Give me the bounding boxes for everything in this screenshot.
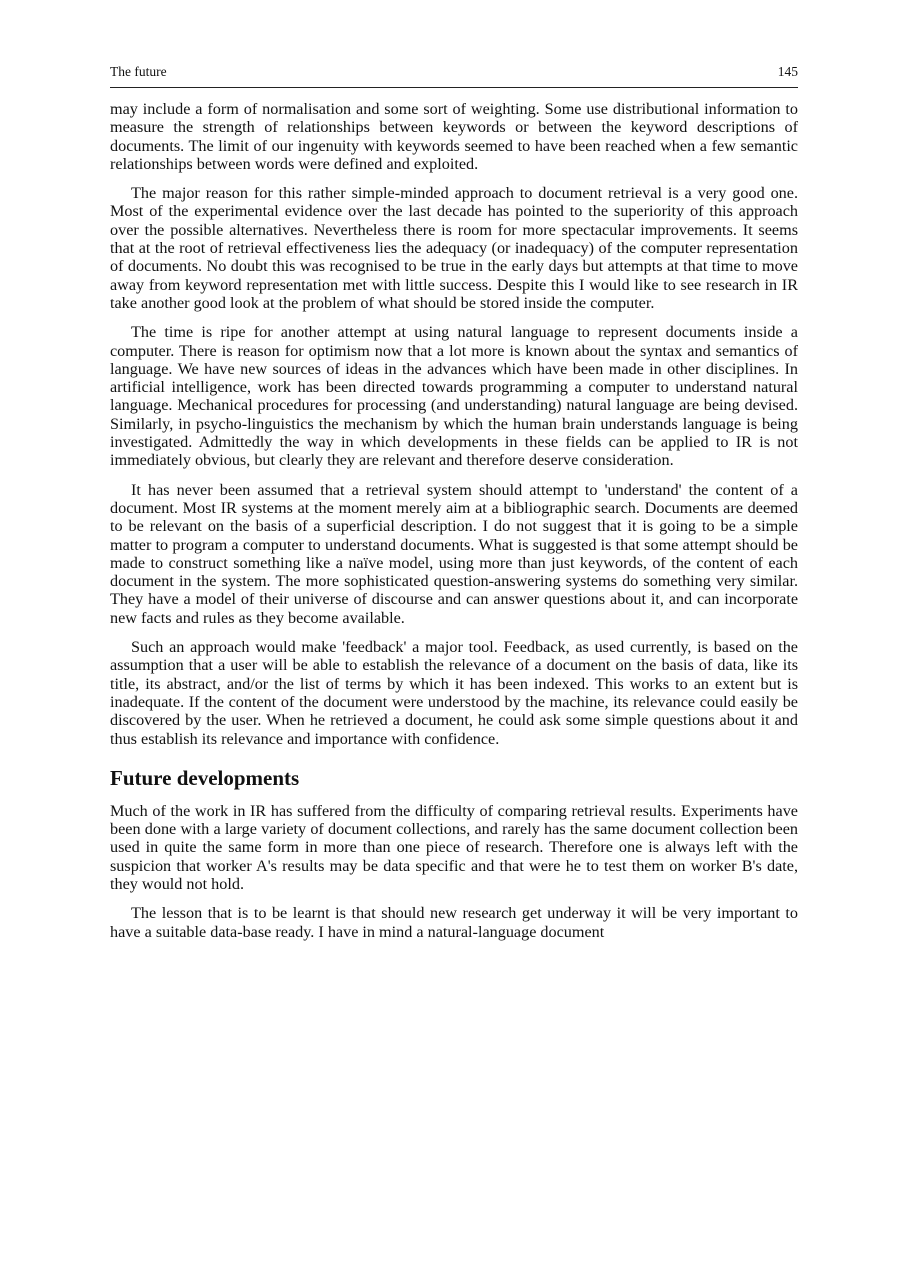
paragraph: The major reason for this rather simple-minded approach to document retrieval is a very good one. Most of the experimental evidence over the last decade has pointed to the superiority of this approach over the possible alternatives. Nevertheless there is room for more spectacular improvements. It seems that at the root of retrieval effectiveness lies the adequacy (or inadequacy) of the computer representation of documents. No doubt this was recognised to be true in the early days but attempts at that time to move away from keyword representation met with little success. Despite this I would like to see research in IR take another good look at the problem of what should be stored inside the computer.: [110, 184, 798, 312]
chapter-title: The future: [110, 64, 167, 79]
section-heading: Future developments: [110, 765, 300, 790]
paragraph: may include a form of normalisation and some sort of weighting. Some use distributional information to measure the strength of relationships between keywords or between the keyword descriptions of documents. The limit of our ingenuity with keywords seemed to have been reached when a few semantic relationships between words were defined and exploited.: [110, 100, 798, 173]
paragraph: The lesson that is to be learnt is that should new research get underway it will be very important to have a suitable data-base ready. I have in mind a natural-language document: [110, 904, 798, 941]
paragraph: Such an approach would make 'feedback' a major tool. Feedback, as used currently, is based on the assumption that a user will be able to establish the relevance of a document on the basis of data, like its title, its abstract, and/or the list of terms by which it has been indexed. This works to an extent but is inadequate. If the content of the document were understood by the machine, its relevance could easily be discovered by the user. When he retrieved a document, he could ask some simple questions about it and thus establish its relevance and importance with confidence.: [110, 638, 798, 748]
running-head: [110, 62, 798, 88]
book-page: [110, 62, 798, 952]
paragraph: The time is ripe for another attempt at using natural language to represent documents inside a computer. There is reason for optimism now that a lot more is known about the syntax and semantics of language. We have new sources of ideas in the advances which have been made in other disciplines. In artificial intelligence, work has been directed towards programming a computer to understand natural language. Mechanical procedures for processing (and understanding) natural language are being devised. Similarly, in psycho-linguistics the mechanism by which the human brain understands language is being investigated. Admittedly the way in which developments in these fields can be applied to IR is not immediately obvious, but clearly they are relevant and therefore deserve consideration.: [110, 323, 798, 470]
page-number: 145: [777, 64, 798, 79]
paragraph: It has never been assumed that a retrieval system should attempt to 'understand' the content of a document. Most IR systems at the moment merely aim at a bibliographic search. Documents are deemed to be relevant on the basis of a superficial description. I do not suggest that it is going to be a simple matter to program a computer to understand documents. What is suggested is that some attempt should be made to construct something like a naïve model, using more than just keywords, of the content of each document in the system. The more sophisticated question-answering systems do something very similar. They have a model of their universe of discourse and can answer questions about it, and can incorporate new facts and rules as they become available.: [110, 480, 798, 627]
paragraph: Much of the work in IR has suffered from the difficulty of comparing retrieval results. Experiments have been done with a large variety of document collections, and rarely has the same document collection been used in quite the same form in more than one piece of research. Therefore one is always left with the suspicion that worker A's results may be data specific and that were he to test them on worker B's date, they would not hold.: [110, 801, 798, 893]
